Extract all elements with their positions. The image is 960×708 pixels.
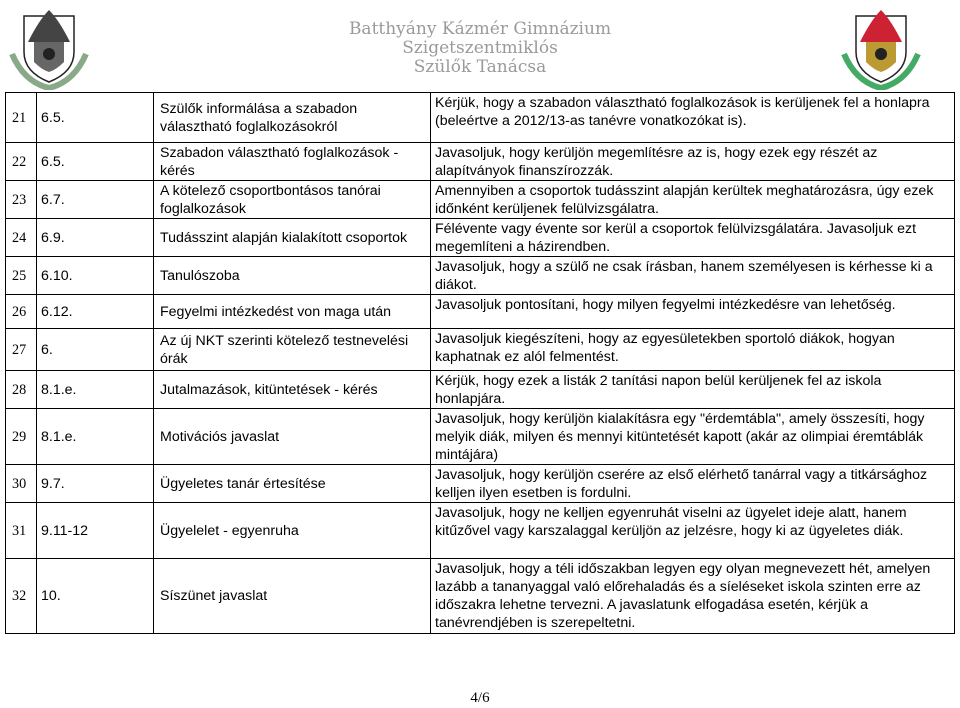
row-note: Félévente vagy évente sor kerül a csoportok felülvizsgálatára. Javasoljuk ezt megemlíteni a házirendben. (431, 219, 955, 257)
row-topic: Az új NKT szerinti kötelező testnevelési órák (154, 329, 431, 371)
row-note: Javasoljuk, hogy kerüljön kialakításra egy "érdemtábla", amely összesíti, hogy melyik diák, milyen és mennyi kitüntetését kapott (akár az olimpiai éremtáblák mintájára) (431, 409, 955, 465)
row-topic: Szabadon választható foglalkozások - kérés (154, 143, 431, 181)
table-row (6, 93, 955, 143)
proposals-table (5, 92, 955, 634)
row-note: Javasoljuk, hogy ne kelljen egyenruhát viselni az ügyelet ideje alatt, hanem kitűzővel vagy karszalaggal kerüljön az jelzésre, hogy ki az ügyeletes diák. (431, 503, 955, 559)
row-note: Javasoljuk pontosítani, hogy milyen fegyelmi intézkedésre van lehetőség. (431, 295, 955, 329)
school-crest-logo-right (836, 2, 926, 90)
council-name: Szülők Tanácsa (413, 57, 547, 77)
row-topic: Síszünet javaslat (154, 559, 431, 634)
row-note: Kérjük, hogy a szabadon választható foglalkozások is kerüljenek fel a honlapra (beleértve a 2012/13-as tanévre vonatkozókat is). (431, 93, 955, 143)
table-row (6, 503, 955, 559)
section-point: 8.1.e. (37, 409, 154, 465)
section-point: 6.7. (37, 181, 154, 219)
section-point: 8.1.e. (37, 371, 154, 409)
table-row (6, 295, 955, 329)
row-topic: Jutalmazások, kitüntetések - kérés (154, 371, 431, 409)
row-number: 24 (6, 219, 37, 257)
row-topic: Motivációs javaslat (154, 409, 431, 465)
section-point: 6.5. (37, 93, 154, 143)
row-number: 21 (6, 93, 37, 143)
row-number: 31 (6, 503, 37, 559)
row-note: Kérjük, hogy ezek a listák 2 tanítási napon belül kerüljenek fel az iskola honlapjára. (431, 371, 955, 409)
table-row (6, 143, 955, 181)
row-note: Javasoljuk, hogy a téli időszakban legyen egy olyan megnevezett hét, amelyen lazább a tananyaggal való előrehaladás és a síeléseket iskola szinten erre az időszakra lehetne tervezni. A javaslatunk elfogadása esetén, kérjük a tanévrendjében is szerepeltetni. (431, 559, 955, 634)
row-topic: Ügyelelet - egyenruha (154, 503, 431, 559)
table-row (6, 257, 955, 295)
row-topic: A kötelező csoportbontásos tanórai foglalkozások (154, 181, 431, 219)
section-point: 9.7. (37, 465, 154, 503)
table-row (6, 409, 955, 465)
section-point: 6. (37, 329, 154, 371)
table-row (6, 371, 955, 409)
section-point: 6.10. (37, 257, 154, 295)
table-row (6, 181, 955, 219)
row-number: 23 (6, 181, 37, 219)
school-town: Szigetszentmiklós (402, 38, 558, 58)
row-number: 22 (6, 143, 37, 181)
row-number: 29 (6, 409, 37, 465)
row-number: 27 (6, 329, 37, 371)
row-number: 32 (6, 559, 37, 634)
row-note: Javasoljuk, hogy kerüljön megemlítésre az is, hogy ezek egy részét az alapítványok finanszírozzák. (431, 143, 955, 181)
school-crest-logo (4, 2, 94, 90)
row-topic: Tanulószoba (154, 257, 431, 295)
section-point: 6.9. (37, 219, 154, 257)
table-row (6, 465, 955, 503)
row-note: Javasoljuk kiegészíteni, hogy az egyesületekben sportoló diákok, hogyan kaphatnak ez alól felmentést. (431, 329, 955, 371)
row-topic: Fegyelmi intézkedést von maga után (154, 295, 431, 329)
table-row (6, 329, 955, 371)
row-number: 30 (6, 465, 37, 503)
row-number: 26 (6, 295, 37, 329)
section-point: 9.11-12 (37, 503, 154, 559)
row-topic: Tudásszint alapján kialakított csoportok (154, 219, 431, 257)
row-topic: Szülők informálása a szabadon választható foglalkozásokról (154, 93, 431, 143)
section-point: 6.12. (37, 295, 154, 329)
section-point: 10. (37, 559, 154, 634)
row-note: Javasoljuk, hogy a szülő ne csak írásban, hanem személyesen is kérhesse ki a diákot. (431, 257, 955, 295)
row-number: 28 (6, 371, 37, 409)
school-name: Batthyány Kázmér Gimnázium (348, 19, 612, 39)
row-note: Javasoljuk, hogy kerüljön cserére az első elérhető tanárral vagy a titkársághoz kelljen ilyen esetben is fordulni. (431, 465, 955, 503)
row-number: 25 (6, 257, 37, 295)
row-note: Amennyiben a csoportok tudásszint alapján kerültek meghatározásra, úgy ezek időnként kerüljenek felülvizsgálatra. (431, 181, 955, 219)
letterhead (0, 0, 960, 92)
table-row (6, 219, 955, 257)
table-row (6, 559, 955, 634)
row-topic: Ügyeletes tanár értesítése (154, 465, 431, 503)
section-point: 6.5. (37, 143, 154, 181)
page-number: 4/6 (470, 690, 490, 706)
